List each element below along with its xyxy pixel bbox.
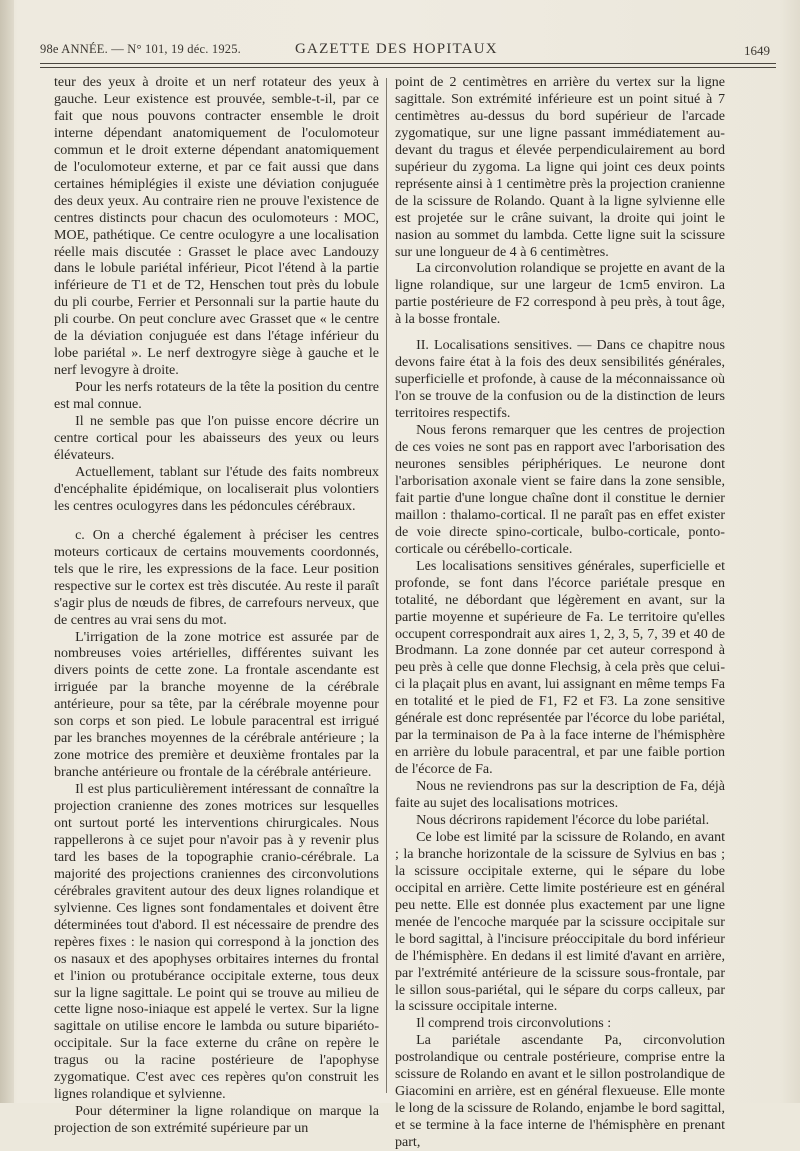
paragraph: c. On a cherché également à préciser les centres moteurs corticaux de certains mouvements coordonnés, tels que le rire, les expressions de la face. Leur position respective sur le cortex est très discutée. Au reste il paraît s'agir plus de nœuds de fibres, de carrefours nerveux, que de centres au vrai sens du mot. [54,526,379,628]
paragraph: Nous ne reviendrons pas sur la description de Fa, déjà faite au sujet des localisations motrices. [395,778,725,812]
running-header [40,40,778,64]
paragraph: La circonvolution rolandique se projette en avant de la ligne rolandique, sur une largeur de 1cm5 environ. La partie postérieure de F2 correspond à peu près, à tout âge, à la bosse frontale. [395,260,725,328]
paragraph: Les localisations sensitives générales, superficielle et profonde, se font dans l'écorce pariétale presque en totalité, ne débordant que légèrement en avant, sur la partie moyenne et supérieure de Fa. Le territoire qu'elles occupent correspondrait aux aires 1, 2, 3, 5, 7, 39 et 40 de Brodmann. La zone donnée par cet auteur correspond à peu près à celle que donne Flechsig, à cela près que celui-ci la plaçait plus en avant, lui assignant en même temps Fa en totalité et le pied de F1, F2 et F3. La zone sensitive générale est donc représentée par l'écorce du lobe pariétal, par la terminaison de Pa à la face interne de l'hémisphère en arrière du lobule paracentral, et par une faible portion de l'écorce de Fa. [395,557,725,778]
paragraph: teur des yeux à droite et un nerf rotateur des yeux à gauche. Leur existence est prouvée, semble-t-il, par ce fait que nous pouvons contracter ensemble le droit interne dépendant anatomiquement de l'oculomoteur commun et le droit externe dépendant anatomiquement de l'oculomoteur externe, et par ce fait aussi que dans certaines hémiplégies il existe une déviation conjuguée des deux yeux. Au contraire rien ne prouve l'existence de centres distincts pour chacun des oculomoteurs : MOC, MOE, pathétique. Ce centre oculogyre a une localisation réelle mais discutée : Grasset le place avec Landouzy dans le lobule pariétal inférieur, Picot l'étend à la partie inférieure de T1 et de T2, Henschen tout près du lobule du pli courbe, Ferrier et Personnali sur la partie haute du pli courbe. On peut conclure avec Grasset que « le centre de la déviation conjuguée est dans l'étage inférieur du lobe pariétal ». Le nerf dextrogyre siège à gauche et le nerf levogyre à droite. [54,74,379,379]
right-column [395,74,725,1151]
page-number: 1649 [744,43,770,58]
section-heading-paragraph: II. Localisations sensitives. — Dans ce chapitre nous devons faire état à la fois des deux sensibilités générales, superficielle et profonde, à cause de la méconnaissance où l'on se trouve de la confusion ou de la distinction de leurs territoires respectifs. [395,337,725,422]
header-rule-thin [40,67,776,68]
paragraph: Pour les nerfs rotateurs de la tête la position du centre est mal connue. [54,379,379,413]
left-column [54,74,379,1137]
paragraph: Nous ferons remarquer que les centres de projection de ces voies ne sont pas en rapport avec l'arborisation des neurones sensibles périphériques. Le neurone dont l'arborisation axonale vient se faire dans la zone sensible, fait partie d'une longue chaîne dont il constitue le dernier maillon : thalamo-cortical. Il ne paraît pas en effet exister de voie directe spino-corticale, bulbo-corticale, ponto-corticale ou cérébello-corticale. [395,422,725,557]
paragraph: point de 2 centimètres en arrière du vertex sur la ligne sagittale. Son extrémité inférieure est un point situé à 7 centimètres au-dessus du bord supérieur de l'arcade zygomatique, sur une ligne passant immédiatement au-devant du tragus et élevée perpendiculairement au bord supérieur du zygoma. La ligne qui joint ces deux points représente ainsi à 1 centimètre près la projection cranienne de la scissure de Rolando. Quant à la ligne sylvienne elle est projetée sur le crâne suivant, la droite qui joint le nasion au sommet du lambda. Cette ligne suit la scissure sur une longueur de 4 à 6 centimètres. [395,74,725,260]
page-binding-edge [0,0,14,1103]
issue-line: 98e ANNÉE. — N° 101, 19 déc. 1925. [40,42,242,56]
journal-title: GAZETTE DES HOPITAUX [295,41,498,57]
paragraph: Il est plus particulièrement intéressant de connaître la projection cranienne des zones motrices sur lesquelles ont surtout porté les interventions chirurgicales. Nous rappellerons à ce sujet pour n'avoir pas à y revenir plus tard les bases de la topographie cranio-cérébrale. La majorité des projections craniennes des circonvolutions cérébrales gravitent autour des deux lignes rolandique et sylvienne. Ces lignes sont fondamentales et doivent être déterminées tout d'abord. Il est nécessaire de prendre des repères fixes : le nasion qui correspond à la jonction des os nasaux et des apophyses orbitaires internes du frontal et l'inion ou protubérance occipitale externe, tous deux sur la ligne sagittale. Le point qui se trouve au milieu de cette ligne noso-iniaque est appelé le vertex. Sur la ligne sagittale on utilise encore le lambda ou suture bipariéto-occipitale. Sur la face externe du crâne on repère le tragus ou la racine postérieure de l'apophyse zygomatique. C'est avec ces repères qu'on construit les lignes rolandique et sylvienne. [54,781,379,1103]
header-rule-thick [40,63,776,64]
paragraph: Il comprend trois circonvolutions : [416,1015,612,1032]
paragraph: La pariétale ascendante Pa, circonvolution postrolandique ou centrale postérieure, comprise entre la scissure de Rolando en avant et le sillon postrolandique de Giacomini en arrière, est en général flexueuse. Elle monte le long de la scissure de Rolando, enjambe le bord sagittal, et se termine à la face interne de l'hémisphère en prenant part, [395,1032,726,1151]
paragraph: Nous décrirons rapidement l'écorce du lobe pariétal. [416,811,710,828]
paragraph: Pour déterminer la ligne rolandique on marque la projection de son extrémité supérieure par un [54,1103,379,1137]
paragraph: Actuellement, tablant sur l'étude des faits nombreux d'encéphalite épidémique, on localiserait plus volontiers les centres oculogyres dans les pédoncules cérébraux. [54,463,379,514]
paragraph: L'irrigation de la zone motrice est assurée par de nombreuses voies artérielles, différentes suivant les divers points de cette zone. La frontale ascendante est irriguée par la branche moyenne de la cérébrale antérieure, pour sa tête, par la cérébrale moyenne pour son corps et son pied. Le lobule paracentral est irrigué par les branches moyennes de la cérébrale antérieure ; la zone motrice des première et deuxième frontales par la branche antérieure ou frontale de la cérébrale antérieure. [54,628,379,781]
paragraph: Ce lobe est limité par la scissure de Rolando, en avant ; la branche horizontale de la scissure de Sylvius en bas ; la scissure occipitale externe, qui le sépare du lobe occipital en arrière. Cette limite postérieure est en général peu nette. Elle est donnée plus exactement par une ligne menée de l'encoche marquée par la scissure occipitale sur le bord sagittal, à l'incisure préoccipitale du bord inférieur de l'hémisphère. En dedans il est limité d'avant en arrière, par l'extrémité antérieure de la scissure sous-frontale, par le sillon sous-pariétal, qui le sépare du corps calleux, par la scissure occipitale interne. [395,828,725,1015]
column-divider [386,78,387,1093]
paragraph: Il ne semble pas que l'on puisse encore décrire un centre cortical pour les abaisseurs des yeux ou leurs élévateurs. [54,413,379,463]
